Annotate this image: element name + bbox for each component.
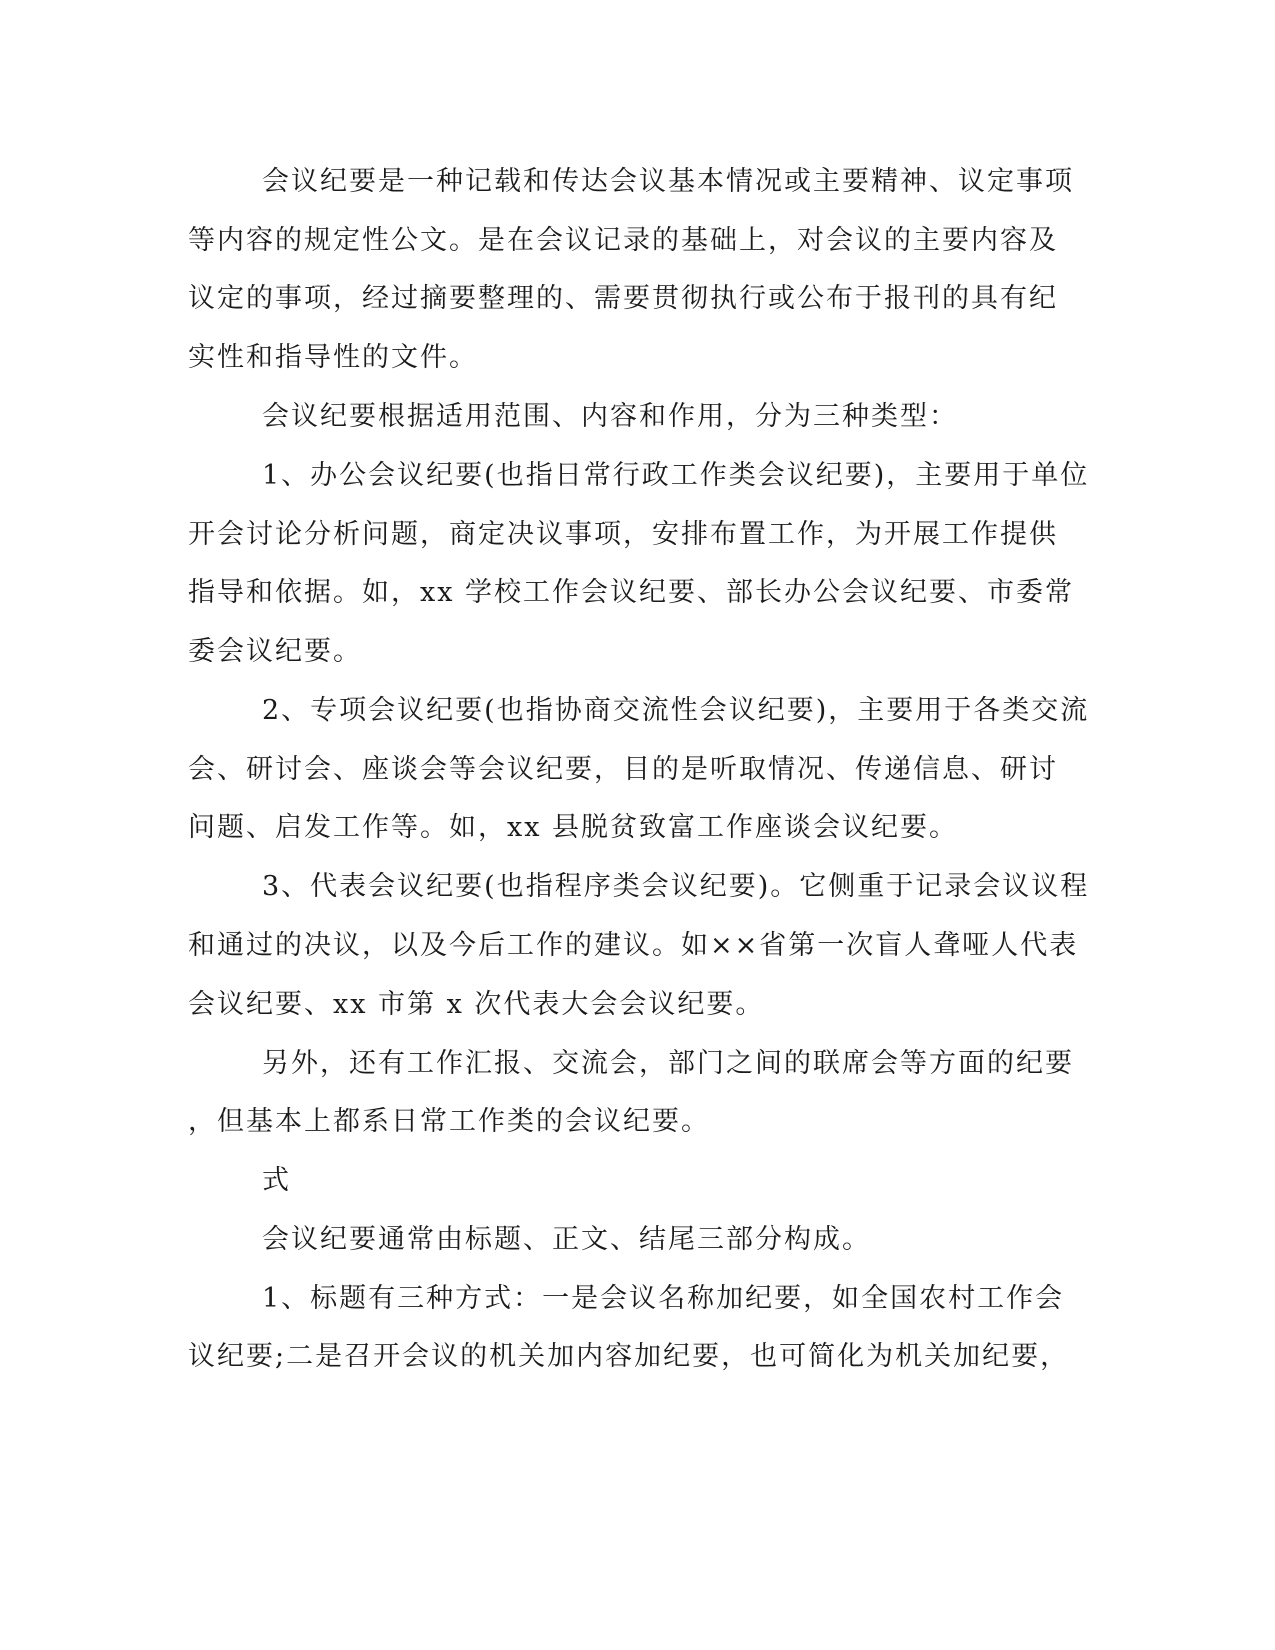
paragraph-line: 委会议纪要。: [188, 636, 362, 667]
paragraph-line: 1、标题有三种方式：一是会议名称加纪要，如全国农村工作会: [262, 1283, 1065, 1314]
paragraph-line: 和通过的决议，以及今后工作的建议。如××省第一次盲人聋哑人代表: [188, 930, 1079, 961]
paragraph-line: 3、代表会议纪要(也指程序类会议纪要)。它侧重于记录会议议程: [262, 871, 1090, 902]
paragraph-line: 问题、启发工作等。如，xx 县脱贫致富工作座谈会议纪要。: [188, 812, 959, 843]
paragraph-line: 会议纪要通常由标题、正文、结尾三部分构成。: [262, 1224, 871, 1255]
paragraph-line: 2、专项会议纪要(也指协商交流性会议纪要)，主要用于各类交流: [262, 695, 1090, 726]
paragraph-line: 会议纪要、xx 市第 x 次代表大会会议纪要。: [188, 989, 765, 1020]
paragraph-line: 另外，还有工作汇报、交流会，部门之间的联席会等方面的纪要: [262, 1048, 1074, 1079]
paragraph-line: 1、办公会议纪要(也指日常行政工作类会议纪要)，主要用于单位: [262, 460, 1090, 491]
paragraph-line: 开会讨论分析问题，商定决议事项，安排布置工作，为开展工作提供: [188, 519, 1058, 550]
paragraph-line: 议定的事项，经过摘要整理的、需要贯彻执行或公布于报刊的具有纪: [188, 283, 1058, 314]
paragraph-line: 实性和指导性的文件。: [188, 342, 478, 373]
paragraph-line: 会议纪要是一种记载和传达会议基本情况或主要精神、议定事项: [262, 166, 1074, 197]
paragraph-line: 指导和依据。如，xx 学校工作会议纪要、部长办公会议纪要、市委常: [188, 577, 1075, 608]
paragraph-line: 议纪要;二是召开会议的机关加内容加纪要，也可简化为机关加纪要，: [188, 1341, 1070, 1372]
paragraph-line: ，但基本上都系日常工作类的会议纪要。: [188, 1106, 710, 1137]
paragraph-line: 会议纪要根据适用范围、内容和作用，分为三种类型：: [262, 401, 958, 432]
paragraph-line: 等内容的规定性公文。是在会议记录的基础上，对会议的主要内容及: [188, 225, 1058, 256]
section-heading: 式: [262, 1165, 291, 1196]
paragraph-line: 会、研讨会、座谈会等会议纪要，目的是听取情况、传递信息、研讨: [188, 754, 1058, 785]
